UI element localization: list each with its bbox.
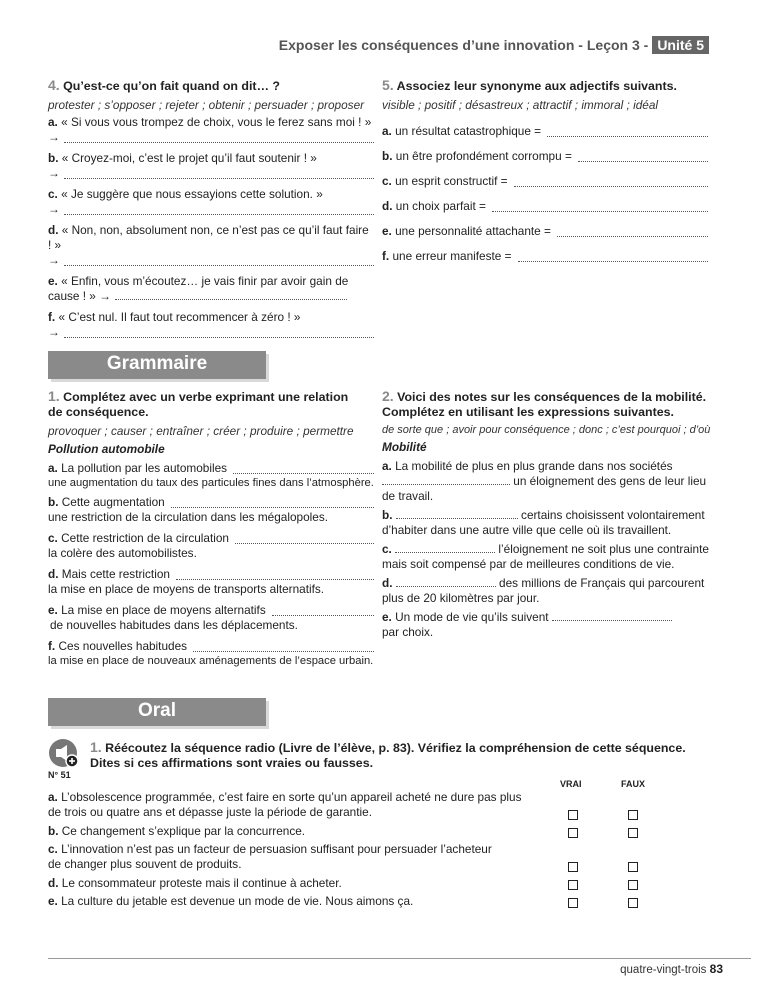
item-continuation: de changer plus souvent de produits. <box>48 857 242 871</box>
item-continuation: par choix. <box>382 625 434 639</box>
g2-title-line1: Voici des notes sur les conséquences de la mobilité. <box>397 390 707 404</box>
answer-line[interactable] <box>395 542 495 553</box>
answer-line[interactable] <box>233 461 374 474</box>
answer-line[interactable] <box>176 567 374 580</box>
item-label: c. <box>48 842 58 856</box>
footer-divider <box>48 958 751 959</box>
item-text: L’obsolescence programmée, c’est faire en sorte qu’un appareil acheté ne dure pas plus <box>61 790 522 804</box>
vrai-checkbox[interactable] <box>568 898 578 908</box>
answer-line[interactable] <box>115 289 347 300</box>
item-label: b. <box>48 824 59 838</box>
item-text: La culture du jetable est devenue un mode de vie. Nous aimons ça. <box>61 894 414 908</box>
answer-line[interactable] <box>557 224 708 237</box>
g2-title-line2: Complétez en utilisant les expressions suivantes. <box>382 405 674 419</box>
unit-badge: Unité 5 <box>652 36 709 54</box>
vrai-checkbox[interactable] <box>568 810 578 820</box>
column-vrai: VRAI <box>560 779 582 789</box>
item-text: certains choisissent volontairement <box>521 508 705 522</box>
g1-item-d <box>48 567 374 597</box>
item-label: d. <box>382 199 393 213</box>
ex5-title-row <box>382 78 708 94</box>
item-label: f. <box>48 639 56 653</box>
item-label: d. <box>48 567 59 581</box>
arrow-icon: → <box>48 130 60 144</box>
grammaire-exercise-1 <box>48 389 374 669</box>
faux-checkbox[interactable] <box>628 898 638 908</box>
item-label: e. <box>48 274 58 288</box>
answer-line[interactable] <box>492 199 708 212</box>
item-text: Ces nouvelles habitudes <box>58 639 188 653</box>
g1-item-c <box>48 531 374 561</box>
answer-line[interactable] <box>396 508 518 519</box>
item-label: a. <box>48 115 58 129</box>
header-title: Exposer les conséquences d’une innovation - Leçon 3 - <box>278 37 649 53</box>
ex5-item-b <box>382 149 708 164</box>
item-continuation: de trois ou quatre ans et dépasse juste la période de garantie. <box>48 805 372 819</box>
item-label: e. <box>48 603 58 617</box>
item-label: b. <box>382 508 393 522</box>
oral-items <box>48 790 648 912</box>
g1-item-b <box>48 495 374 525</box>
exercise-5 <box>382 78 708 264</box>
column-faux: FAUX <box>621 779 646 789</box>
arrow-icon: → <box>99 289 111 303</box>
grammaire-exercise-2 <box>382 389 712 640</box>
item-text: une erreur manifeste = <box>392 249 512 263</box>
item-continuation: de nouvelles habitudes dans les déplacements. <box>50 618 298 632</box>
g2-title <box>382 389 712 420</box>
item-label: b. <box>382 149 393 163</box>
page-footer <box>620 962 723 976</box>
vrai-checkbox[interactable] <box>568 862 578 872</box>
ex5-title: Associez leur synonyme aux adjectifs suivants. <box>396 79 677 93</box>
g1-subtitle: Pollution automobile <box>48 442 165 456</box>
item-continuation: d’habiter dans une autre ville que celle où ils travaillent. <box>382 523 672 537</box>
item-text: un esprit constructif = <box>395 174 508 188</box>
item-text: des millions de Français qui parcourent <box>499 576 705 590</box>
item-continuation: plus de 20 kilomètres par jour. <box>382 591 540 605</box>
answer-line[interactable] <box>272 603 374 616</box>
item-text: Cette restriction de la circulation <box>61 531 229 545</box>
item-text: Ce changement s’explique par la concurrence. <box>61 824 306 838</box>
faux-checkbox[interactable] <box>628 862 638 872</box>
ex5-item-d <box>382 199 708 214</box>
grammaire-banner <box>48 351 266 379</box>
answer-line[interactable] <box>552 610 672 621</box>
answer-line[interactable] <box>64 130 374 143</box>
g2-number: 2. <box>382 388 394 404</box>
oral-title: Oral <box>137 700 177 721</box>
item-text: « C’est nul. Il faut tout recommencer à zéro ! » <box>58 310 301 324</box>
item-label: e. <box>382 610 392 624</box>
answer-line[interactable] <box>518 249 708 262</box>
oral-banner <box>48 698 266 726</box>
ex5-hint: visible ; positif ; désastreux ; attractif ; immoral ; idéal <box>382 98 659 112</box>
g1-item-e <box>48 603 374 633</box>
item-label: e. <box>382 224 392 238</box>
item-text: La pollution par les automobiles <box>61 461 228 475</box>
ex4-title: Qu’est-ce qu’on fait quand on dit… ? <box>63 79 280 93</box>
item-text: « Croyez-moi, c’est le projet qu’il faut soutenir ! » <box>61 151 317 165</box>
item-text: Mais cette restriction <box>61 567 170 581</box>
answer-line[interactable] <box>171 495 374 508</box>
item-label: d. <box>48 223 59 237</box>
item-label: e. <box>48 894 58 908</box>
oral-title-line2: Dites si ces affirmations sont vraies ou fausses. <box>90 756 374 770</box>
g1-hint: provoquer ; causer ; entraîner ; créer ; produire ; permettre <box>48 424 354 438</box>
item-text: « Je suggère que nous essayions cette solution. » <box>61 187 323 201</box>
g1-title-line1: Complétez avec un verbe exprimant une relation <box>63 390 349 404</box>
answer-line[interactable] <box>578 149 708 162</box>
oral-item-b <box>48 824 648 842</box>
answer-line[interactable] <box>64 253 374 266</box>
g2-item-c <box>382 542 712 572</box>
item-continuation: la mise en place de moyens de transports alternatifs. <box>48 582 325 596</box>
item-text: « Non, non, absolument non, ce n’est pas ce qu’il faut faire ! » <box>48 223 369 252</box>
oral-exercise-title <box>90 740 730 771</box>
answer-line[interactable] <box>514 174 708 187</box>
ex4-item-d <box>48 223 374 268</box>
answer-line[interactable] <box>193 639 374 652</box>
item-continuation: de travail. <box>382 489 434 503</box>
answer-line[interactable] <box>64 202 374 215</box>
page-header <box>279 36 709 54</box>
vrai-checkbox[interactable] <box>568 880 578 890</box>
item-label: b. <box>48 151 59 165</box>
g2-subtitle: Mobilité <box>382 440 427 454</box>
oral-item-c <box>48 842 648 876</box>
item-label: a. <box>382 124 392 138</box>
arrow-icon: → <box>48 202 60 216</box>
item-text: La mise en place de moyens alternatifs <box>61 603 266 617</box>
item-label: c. <box>382 174 392 188</box>
item-text: Le consommateur proteste mais il continue à acheter. <box>61 876 342 890</box>
grammaire-title: Grammaire <box>106 353 208 374</box>
g2-item-e <box>382 610 712 640</box>
g1-title-line2: de conséquence. <box>48 405 149 419</box>
item-label: a. <box>48 790 58 804</box>
item-text: une personnalité attachante = <box>395 224 551 238</box>
arrow-icon: → <box>48 166 60 180</box>
ex4-hint: protester ; s’opposer ; rejeter ; obtenir ; persuader ; proposer <box>48 98 365 112</box>
answer-line[interactable] <box>64 166 374 179</box>
item-text: un résultat catastrophique = <box>395 124 542 138</box>
faux-checkbox[interactable] <box>628 880 638 890</box>
g2-item-b <box>382 508 712 538</box>
item-label: f. <box>48 310 56 324</box>
ex5-item-e <box>382 224 708 239</box>
g2-hint: de sorte que ; avoir pour conséquence ; donc ; c’est pourquoi ; d’où <box>382 424 711 436</box>
answer-line[interactable] <box>382 474 510 485</box>
item-continuation: la mise en place de nouveaux aménagements de l’espace urbain. <box>48 655 374 667</box>
page-number: 83 <box>709 962 723 976</box>
ex5-item-c <box>382 174 708 189</box>
item-label: c. <box>382 542 392 556</box>
item-continuation: une restriction de la circulation dans les mégalopoles. <box>48 510 329 524</box>
answer-line[interactable] <box>547 124 708 137</box>
item-text: l’éloignement ne soit plus une contrainte <box>498 542 709 556</box>
item-text: « Enfin, vous m’écoutez… je vais finir par avoir gain de cause ! » <box>48 274 349 303</box>
answer-line[interactable] <box>64 325 374 338</box>
arrow-icon: → <box>48 253 60 267</box>
ex4-number: 4. <box>48 77 60 93</box>
item-text: Cette augmentation <box>61 495 165 509</box>
item-text: un choix parfait = <box>395 199 486 213</box>
ex4-item-a <box>48 115 374 145</box>
item-label: c. <box>48 187 58 201</box>
item-text: un éloignement des gens de leur lieu <box>513 474 707 488</box>
ex5-number: 5. <box>382 77 394 93</box>
item-label: a. <box>382 459 392 473</box>
ex4-title-row <box>48 78 374 94</box>
ex4-item-f <box>48 310 374 340</box>
ex4-item-c <box>48 187 374 217</box>
oral-title-line1: Réécoutez la séquence radio (Livre de l’élève, p. 83). Vérifiez la compréhension de cette séquence. <box>105 741 686 755</box>
item-label: c. <box>48 531 58 545</box>
ex4-item-e <box>48 274 374 304</box>
oral-item-a <box>48 790 648 824</box>
ex4-item-b <box>48 151 374 181</box>
vrai-checkbox[interactable] <box>568 828 578 838</box>
footer-text: quatre-vingt-trois <box>620 964 707 976</box>
faux-checkbox[interactable] <box>628 828 638 838</box>
item-text: un être profondément corrompu = <box>395 149 572 163</box>
answer-line[interactable] <box>235 531 374 544</box>
g1-number: 1. <box>48 388 60 404</box>
item-text: Un mode de vie qu’ils suivent <box>395 610 549 624</box>
g1-item-f <box>48 639 374 669</box>
faux-checkbox[interactable] <box>628 810 638 820</box>
audio-track-icon[interactable] <box>48 738 80 770</box>
item-text: « Si vous vous trompez de choix, vous le ferez sans moi ! » <box>61 115 372 129</box>
ex5-item-f <box>382 249 708 264</box>
ex5-item-a <box>382 124 708 139</box>
item-text: La mobilité de plus en plus grande dans nos sociétés <box>395 459 673 473</box>
item-continuation: la colère des automobilistes. <box>48 546 197 560</box>
item-label: a. <box>48 461 58 475</box>
item-label: d. <box>48 876 59 890</box>
item-label: d. <box>382 576 393 590</box>
item-label: f. <box>382 249 390 263</box>
oral-item-d <box>48 876 648 894</box>
oral-number: 1. <box>90 739 102 755</box>
exercise-4 <box>48 78 374 340</box>
item-label: b. <box>48 495 59 509</box>
answer-line[interactable] <box>396 576 496 587</box>
audio-track-number: N° 51 <box>48 770 71 780</box>
arrow-icon: → <box>48 325 60 339</box>
item-continuation: une augmentation du taux des particules fines dans l’atmosphère. <box>48 477 374 489</box>
g2-item-d <box>382 576 712 606</box>
g1-item-a <box>48 461 374 491</box>
item-continuation: mais soit compensé par de meilleures conditions de vie. <box>382 557 675 571</box>
g1-title <box>48 389 374 420</box>
item-text: L’innovation n’est pas un facteur de persuasion suffisant pour persuader l’acheteur <box>61 842 492 856</box>
oral-item-e <box>48 894 648 912</box>
g2-item-a <box>382 459 712 504</box>
